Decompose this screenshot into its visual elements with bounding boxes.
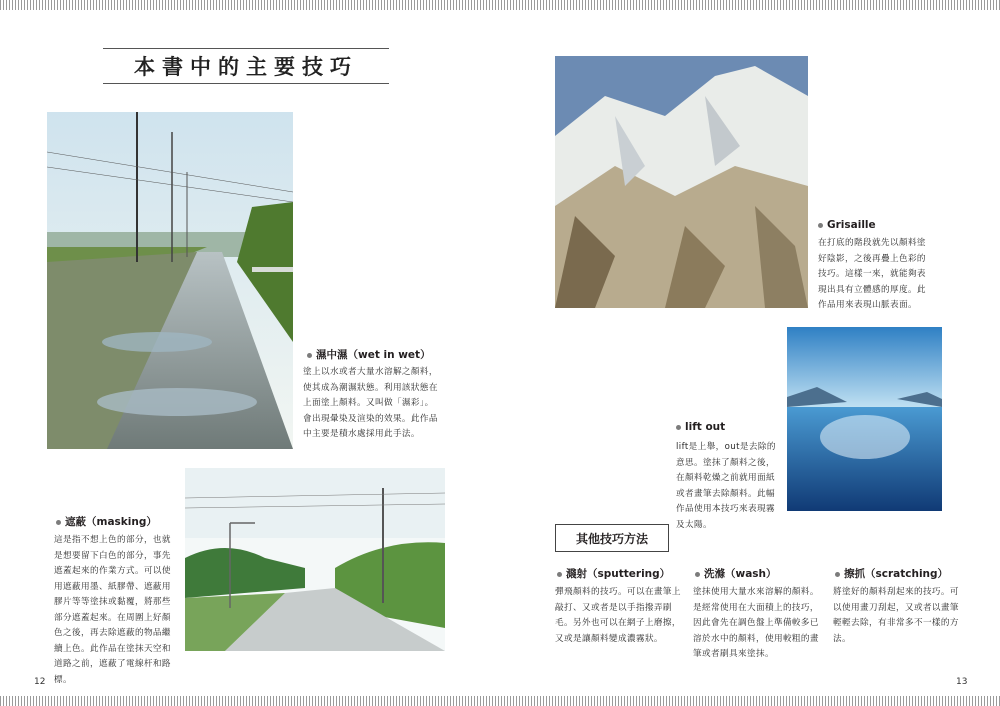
- top-border-stripe: [0, 0, 1000, 10]
- page-number-left: 12: [34, 677, 46, 687]
- grisaille-heading: Grisaille: [818, 219, 876, 231]
- bullet-dot-icon: [56, 520, 61, 525]
- masking-description: 這是指不想上色的部分，也就是想要留下白色的部分，事先遮蓋起來的作業方式。可以使用遮蔽用墨、紙膠帶、遮蔽用膠片等等塗抹或黏覆，將那些部分遮蓋起來。在周圍上好顏色之後，再去除遮蔽的物品繼續上色。此作品在塗抹天空和道路之前，遮蔽了電線杆和路標。: [54, 535, 171, 685]
- other-techniques-title: 其他技巧方法: [555, 524, 669, 552]
- lift-out-heading: lift out: [676, 421, 725, 433]
- grisaille-description: 在打底的階段就先以顏料塗好陰影，之後再疊上色彩的技巧。這樣一來，就能夠表現出具有立體感的厚度。此作品用來表現山脈表面。: [818, 238, 926, 310]
- wet-in-wet-heading: 濕中濕（wet in wet）: [307, 347, 431, 362]
- wash-description: 塗抹使用大量水來溶解的顏料。是經常使用在大面積上的技巧，因此會先在調色盤上準備較多已溶於水中的顏料，使用較粗的畫筆或者刷具來塗抹。: [693, 587, 819, 659]
- masking-heading: 遮蔽（masking）: [56, 514, 157, 529]
- masking-street-painting: [185, 468, 445, 651]
- bullet-dot-icon: [676, 425, 681, 430]
- wet-in-wet-description: 塗上以水或者大量水溶解之顏料，使其成為潮濕狀態。利用該狀態在上面塗上顏料。又叫做「濕彩」。會出現暈染及渲染的效果。此作品中主要是積水處採用此手法。: [303, 367, 438, 439]
- page-title: 本書中的主要技巧: [134, 55, 358, 79]
- bullet-dot-icon: [835, 572, 840, 577]
- bullet-dot-icon: [695, 572, 700, 577]
- scratching-heading: 擦抓（scratching）: [835, 566, 948, 581]
- bullet-dot-icon: [307, 353, 312, 358]
- scratching-description: 將塗好的顏料刮起來的技巧。可以使用畫刀刮起，又或者以畫筆輕輕去除，有非常多不一樣的方法。: [833, 587, 959, 644]
- wash-heading: 洗滌（wash）: [695, 566, 777, 581]
- bullet-dot-icon: [818, 223, 823, 228]
- wet-road-painting: [47, 112, 293, 449]
- sea-painting: [787, 327, 942, 511]
- page-number-right: 13: [956, 677, 968, 687]
- bullet-dot-icon: [557, 572, 562, 577]
- mountain-painting: [555, 56, 808, 308]
- sputtering-description: 彈飛顏料的技巧。可以在畫筆上敲打、又或者是以手指撥弄刷毛。另外也可以在網子上磨擦，又或是讓顏料變成濃霧狀。: [555, 587, 681, 644]
- lift-out-description: lift是上舉，out是去除的意思。塗抹了顏料之後，在顏料乾燥之前就用面紙或者畫筆去除顏料。此幅作品使用本技巧來表現霧及太陽。: [676, 442, 776, 530]
- page-title-box: [103, 48, 389, 84]
- bottom-border-stripe: [0, 696, 1000, 706]
- sputtering-heading: 濺射（sputtering）: [557, 566, 670, 581]
